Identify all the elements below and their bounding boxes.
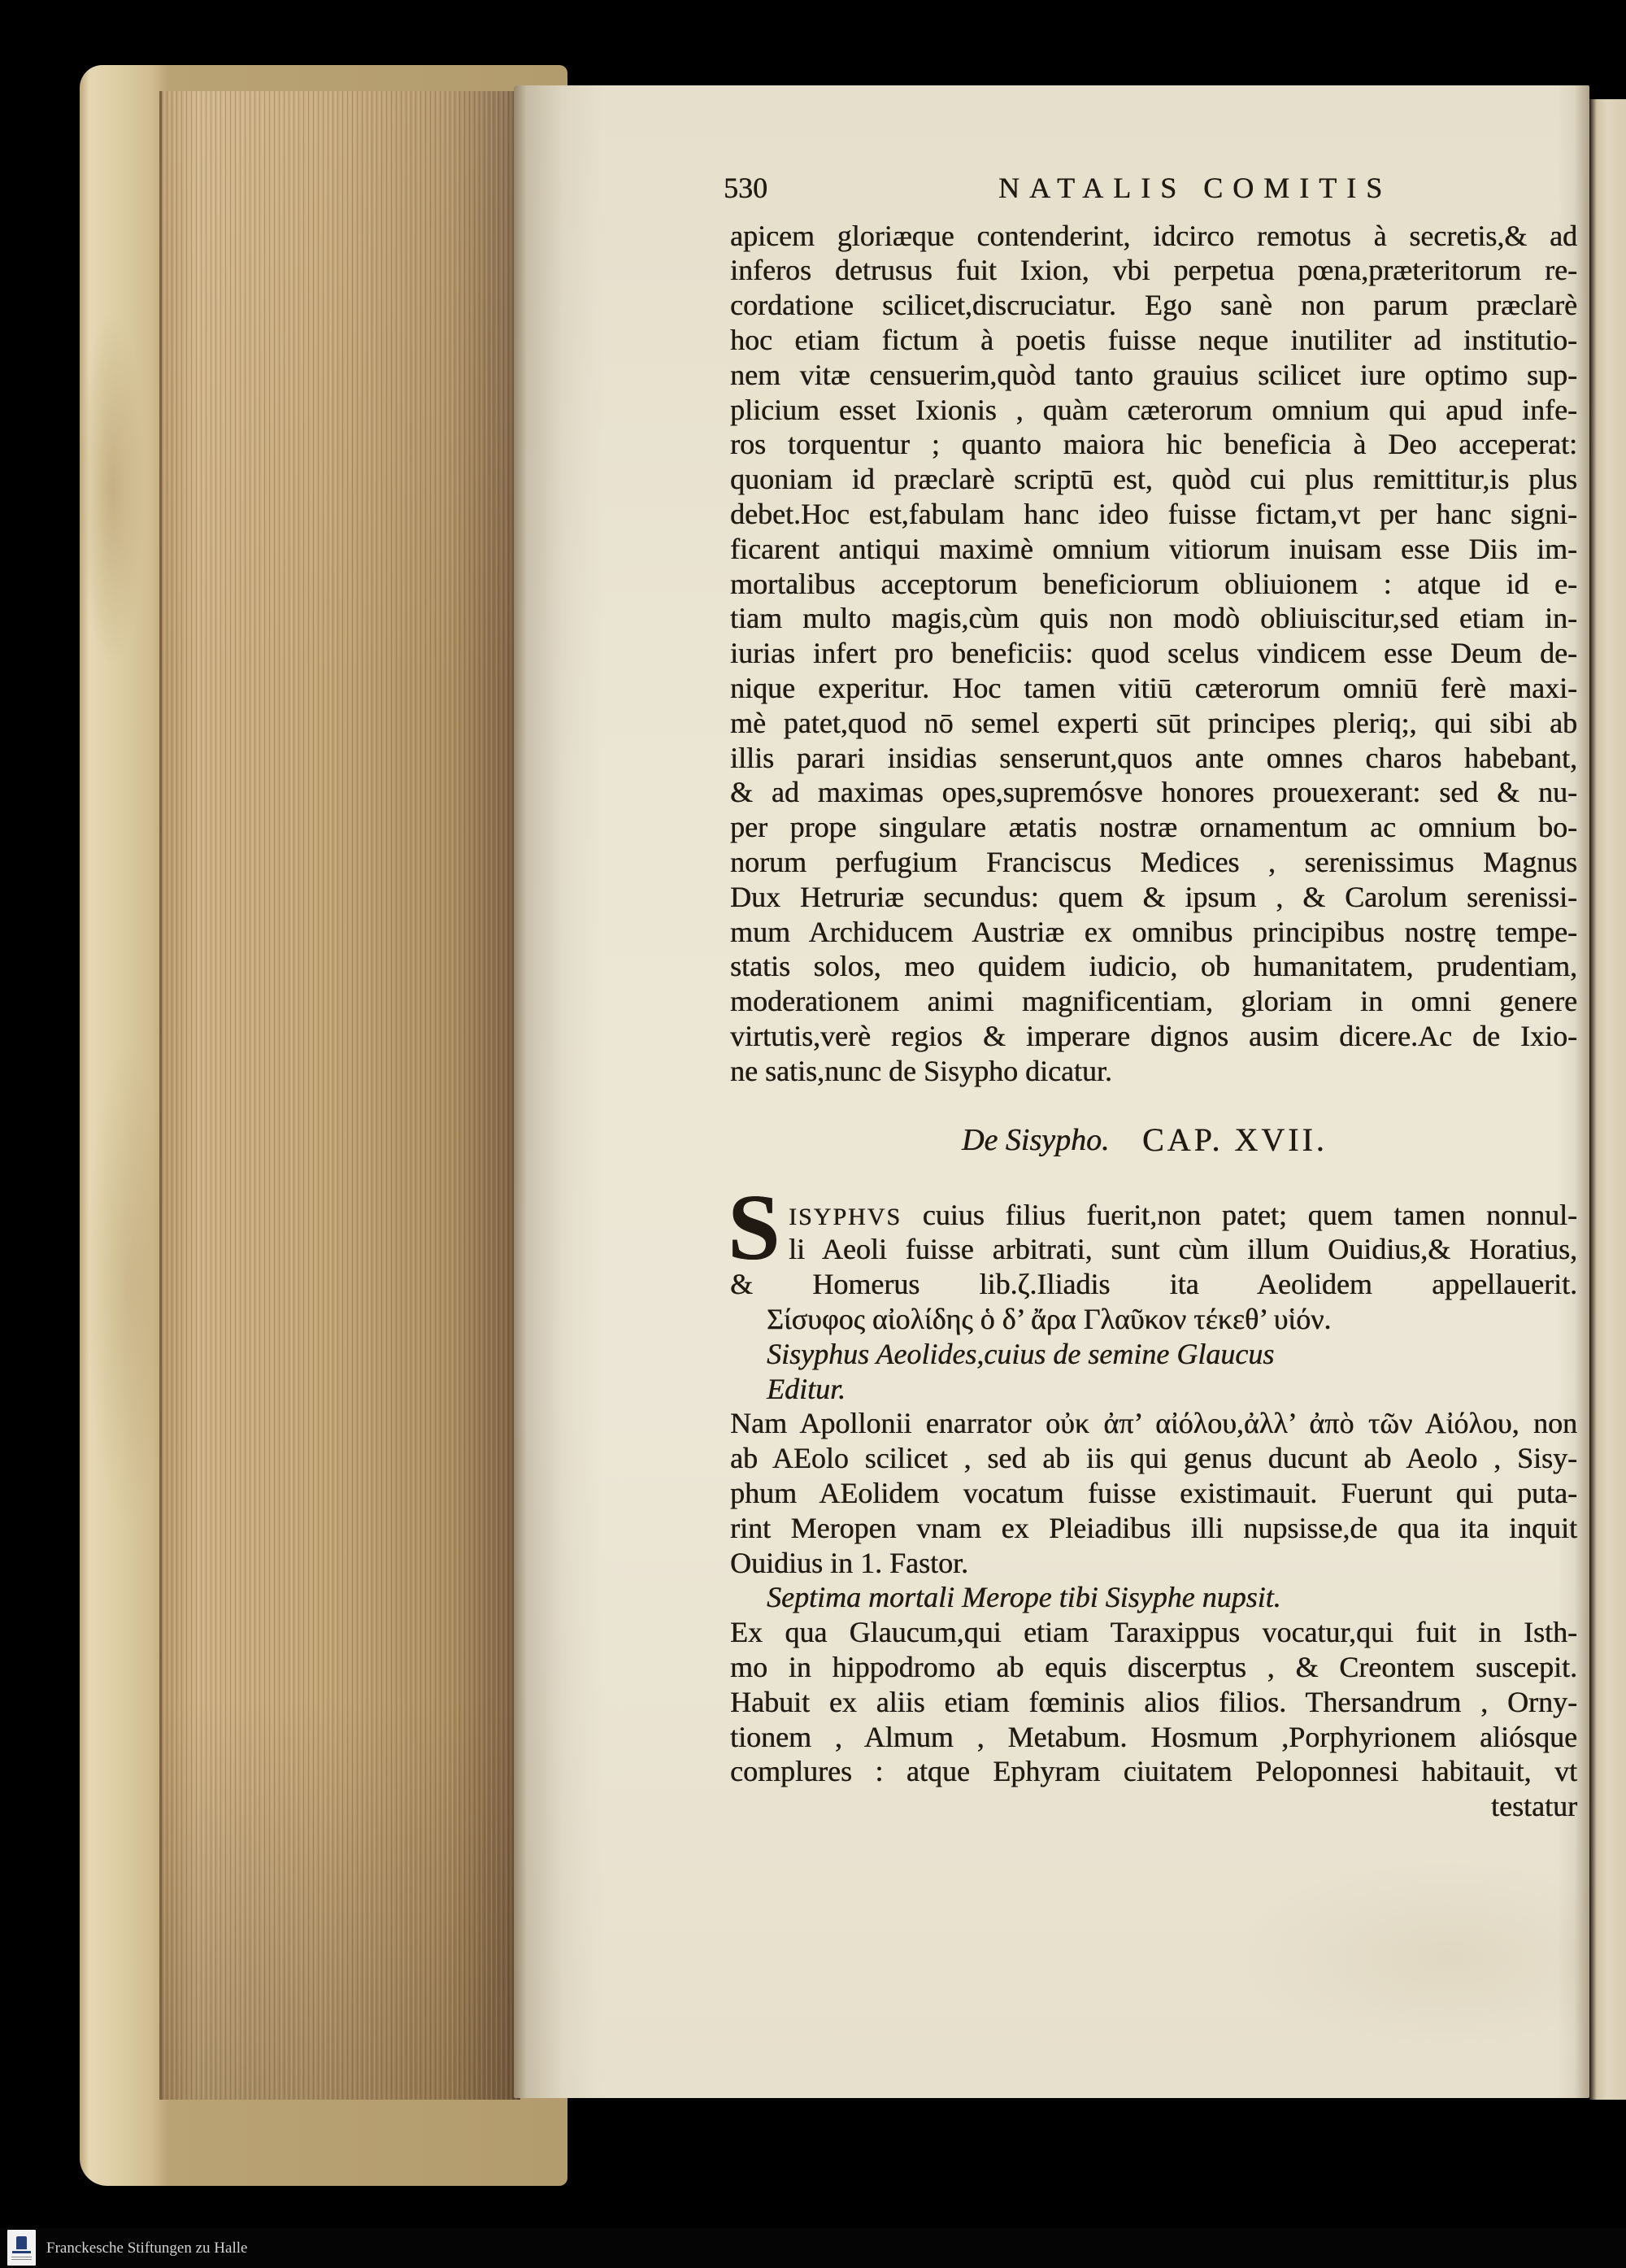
text-line: inferos detrusus fuit Ixion, vbi perpetua pœna,præteritorum re- xyxy=(730,254,1577,287)
facing-page-edge xyxy=(1589,99,1626,2100)
text-line: illis parari insidias senserunt,quos ante omnes charos habebant, xyxy=(730,741,1577,774)
text-line: Ex qua Glaucum,qui etiam Taraxippus vocatur,qui fuit in Isth- xyxy=(730,1616,1577,1649)
text-line: mortalibus acceptorum beneficiorum obliuionem : atque id e- xyxy=(730,567,1577,600)
text-line: hoc etiam fictum à poetis fuisse neque inutiliter ad institutio- xyxy=(730,323,1577,356)
text-line: li Aeoli fuisse arbitrati, sunt cùm illum Ouidius,& Horatius, xyxy=(789,1233,1577,1266)
text-line: complures : atque Ephyram ciuitatem Peloponnesi habitauit, vt xyxy=(730,1755,1577,1788)
text-line: & ad maximas opes,supremósve honores prouexerant: sed & nu- xyxy=(730,776,1577,809)
text-line: statis solos, meo quidem iudicio, ob humanitatem, prudentiam, xyxy=(730,950,1577,983)
book-page xyxy=(514,85,1589,2098)
text-line: plicium esset Ixionis , quàm cæterorum omnium qui apud infe- xyxy=(730,393,1577,426)
text-line: Nam Apollonii enarrator οὐκ ἀπ’ αἰόλου,ἀλλ’ ἀπὸ τῶν Αἰόλου, non xyxy=(730,1407,1577,1440)
page-block-edge xyxy=(159,91,520,2100)
text-line: & Homerus lib.ζ.Iliadis ita Aeolidem appellauerit. xyxy=(730,1268,1577,1301)
text-line: ne satis,nunc de Sisypho dicatur. xyxy=(730,1054,1112,1087)
text-line: tionem , Almum , Metabum. Hosmum ,Porphyrionem aliósque xyxy=(730,1720,1577,1753)
text-line: norum perfugium Franciscus Medices , serenissimus Magnus xyxy=(730,845,1577,878)
text-line: virtutis,verè regios & imperare dignos ausim dicere.Ac de Ixio- xyxy=(730,1019,1577,1052)
text-line: phum AEolidem vocatum fuisse existimauit. Fuerunt qui puta- xyxy=(730,1476,1577,1509)
logo-base xyxy=(12,2251,31,2253)
chapter-title: De Sisypho. xyxy=(962,1123,1110,1157)
text-line: iurias infert pro beneficiis: quod scelus vindicem esse Deum de- xyxy=(730,637,1577,670)
text-line: ficarent antiqui maximè omnium vitiorum inuisam esse Diis im- xyxy=(730,532,1577,565)
drop-cap: S xyxy=(728,1176,780,1280)
text-line: tiam multo magis,cùm quis non modò obliuiscitur,sed etiam in- xyxy=(730,602,1577,635)
chapter-number: CAP. XVII. xyxy=(1142,1121,1328,1158)
chapter-text-block xyxy=(730,1198,1577,1824)
text-line: mum Archiducem Austriæ ex omnibus principibus nostrę tempe- xyxy=(730,915,1577,948)
text-line: cordatione scilicet,discruciatur. Ego sanè non parum præclarè xyxy=(730,289,1577,322)
footer-bar xyxy=(0,2228,1626,2268)
text-line: quoniam id præclarè scriptū est, quòd cui plus remittitur,is plus xyxy=(730,463,1577,496)
catchword: testatur xyxy=(1491,1790,1577,1823)
text-line: debet.Hoc est,fabulam hanc ideo fuisse fictam,vt per hanc signi- xyxy=(730,497,1577,530)
text-line: ros torquentur ; quanto maiora hic beneficia à Deo acceperat: xyxy=(730,428,1577,461)
text-line: rint Meropen vnam ex Pleiadibus illi nupsisse,de qua ita inquit xyxy=(730,1511,1577,1544)
verse-line: Septima mortali Merope tibi Sisyphe nupsit. xyxy=(767,1581,1281,1614)
greek-quote-line: Σίσυφος αἰολίδης ὁ δ’ ἄρα Γλαῦκον τέκεθ’ υἱόν. xyxy=(767,1302,1332,1335)
text-line: Dux Hetruriæ secundus: quem & ipsum , & Carolum serenissi- xyxy=(730,880,1577,913)
verse-line: Sisyphus Aeolides,cuius de semine Glaucus xyxy=(767,1337,1275,1370)
logo-lines xyxy=(11,2257,32,2261)
page-number: 530 xyxy=(724,172,767,204)
text-line: nem vitæ censuerim,quòd tanto grauius scilicet iure optimo sup- xyxy=(730,358,1577,391)
text-line: ab AEolo scilicet , sed ab iis qui genus ducunt ab Aeolo , Sisy- xyxy=(730,1442,1577,1475)
text-line: nique experitur. Hoc tamen vitiū cæterorum omniū ferè maxi- xyxy=(730,671,1577,704)
chapter-first-word: ISYPHVS xyxy=(789,1203,902,1230)
text-line: per prope singulare ætatis nostræ ornamentum ac omnium bo- xyxy=(730,811,1577,844)
building-icon xyxy=(16,2236,27,2249)
text-line: mè patet,quod nō semel experti sūt principes pleriq;, qui sibi ab xyxy=(730,706,1577,739)
text-line xyxy=(789,1198,1577,1233)
main-text-block xyxy=(730,219,1577,1089)
text-line: apicem gloriæque contenderint, idcirco remotus à secretis,& ad xyxy=(730,219,1577,252)
institution-name: Franckesche Stiftungen zu Halle xyxy=(46,2240,248,2257)
text-line: mo in hippodromo ab equis discerptus , & Creontem suscepit. xyxy=(730,1650,1577,1683)
institution-logo xyxy=(7,2230,36,2266)
text-line: Ouidius in 1. Fastor. xyxy=(730,1546,969,1579)
text-line: moderationem animi magnificentiam, gloriam in omni genere xyxy=(730,985,1577,1018)
verse-line: Editur. xyxy=(767,1372,846,1405)
running-title: NATALIS COMITIS xyxy=(998,172,1393,204)
line-rest: cuius filius fuerit,non patet; quem tamen nonnul- xyxy=(902,1198,1577,1231)
text-line: Habuit ex aliis etiam fœminis alios filios. Thersandrum , Orny- xyxy=(730,1685,1577,1718)
